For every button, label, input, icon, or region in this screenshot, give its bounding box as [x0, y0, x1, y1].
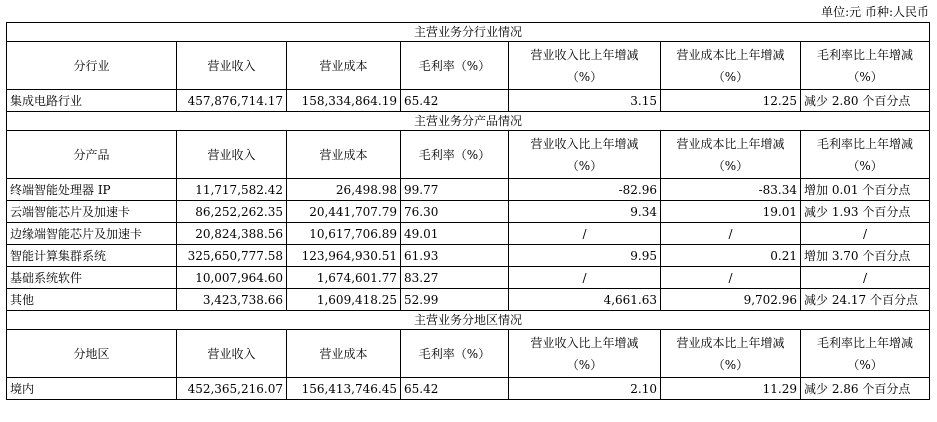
row-name: 边缘端智能芯片及加速卡: [7, 223, 177, 245]
table-row: [7, 201, 930, 223]
row-cost-change: 9,702.96: [661, 289, 801, 311]
section-title-row: [7, 23, 930, 42]
row-cost: 10,617,706.89: [287, 223, 401, 245]
table-row: [7, 245, 930, 267]
header-revenue-change-unit: （%）: [566, 69, 603, 84]
header-revenue-change: [509, 330, 661, 378]
header-cost-change-unit: （%）: [712, 158, 749, 173]
row-revenue: 11,717,582.42: [177, 179, 287, 201]
row-revenue-change: 2.10: [509, 378, 661, 400]
table-row: [7, 267, 930, 289]
row-revenue-change: 3.15: [509, 90, 661, 112]
header-cost: 营业成本: [287, 42, 401, 90]
header-cost-change-unit: （%）: [712, 69, 749, 84]
header-gross-margin: 毛利率（%）: [401, 330, 509, 378]
table-row: [7, 289, 930, 311]
row-gross-margin: 83.27: [401, 267, 509, 289]
row-revenue: 20,824,388.56: [177, 223, 287, 245]
section-title: 主营业务分产品情况: [7, 112, 930, 131]
row-margin-change: 减少 1.93 个百分点: [801, 201, 930, 223]
header-cost: 营业成本: [287, 330, 401, 378]
header-margin-change: [801, 42, 930, 90]
table-row: [7, 378, 930, 400]
row-margin-change: 减少 2.80 个百分点: [801, 90, 930, 112]
row-cost: 26,498.98: [287, 179, 401, 201]
row-gross-margin: 52.99: [401, 289, 509, 311]
header-revenue-change-unit: （%）: [566, 357, 603, 372]
header-cost-change-unit: （%）: [712, 357, 749, 372]
row-cost: 1,674,601.77: [287, 267, 401, 289]
row-cost-change: 0.21: [661, 245, 801, 267]
header-revenue: 营业收入: [177, 42, 287, 90]
header-revenue-change: [509, 42, 661, 90]
row-cost-change: /: [661, 223, 801, 245]
row-name: 其他: [7, 289, 177, 311]
row-margin-change: 增加 3.70 个百分点: [801, 245, 930, 267]
row-revenue-change: 9.95: [509, 245, 661, 267]
row-cost-change: 11.29: [661, 378, 801, 400]
header-revenue-change: [509, 131, 661, 179]
row-revenue: 3,423,738.66: [177, 289, 287, 311]
header-cost-change: [661, 131, 801, 179]
row-name: 智能计算集群系统: [7, 245, 177, 267]
row-name: 云端智能芯片及加速卡: [7, 201, 177, 223]
header-margin-change-label: 毛利率比上年增减: [817, 47, 914, 62]
header-revenue-change-unit: （%）: [566, 158, 603, 173]
header-revenue-change-label: 营业收入比上年增减: [530, 47, 639, 62]
header-revenue: 营业收入: [177, 131, 287, 179]
header-gross-margin: 毛利率（%）: [401, 131, 509, 179]
header-dimension: 分地区: [7, 330, 177, 378]
header-margin-change-label: 毛利率比上年增减: [817, 136, 914, 151]
table-row: [7, 179, 930, 201]
row-cost: 156,413,746.45: [287, 378, 401, 400]
row-name: 境内: [7, 378, 177, 400]
row-name: 集成电路行业: [7, 90, 177, 112]
row-revenue: 86,252,262.35: [177, 201, 287, 223]
header-row: [7, 42, 930, 90]
header-cost-change-label: 营业成本比上年增减: [676, 136, 785, 151]
header-margin-change-unit: （%）: [847, 69, 883, 84]
row-gross-margin: 61.93: [401, 245, 509, 267]
row-revenue: 10,007,964.60: [177, 267, 287, 289]
header-row: [7, 131, 930, 179]
row-gross-margin: 99.77: [401, 179, 509, 201]
table-row: [7, 90, 930, 112]
header-margin-change: [801, 131, 930, 179]
row-cost-change: -83.34: [661, 179, 801, 201]
header-cost: 营业成本: [287, 131, 401, 179]
section-title: 主营业务分行业情况: [7, 23, 930, 42]
row-gross-margin: 76.30: [401, 201, 509, 223]
row-cost: 158,334,864.19: [287, 90, 401, 112]
header-margin-change-unit: （%）: [847, 158, 883, 173]
row-margin-change: 减少 2.86 个百分点: [801, 378, 930, 400]
header-revenue: 营业收入: [177, 330, 287, 378]
row-revenue-change: /: [509, 267, 661, 289]
row-cost-change: 12.25: [661, 90, 801, 112]
row-revenue-change: 9.34: [509, 201, 661, 223]
header-cost-change-label: 营业成本比上年增减: [676, 335, 785, 350]
header-row: [7, 330, 930, 378]
row-cost: 123,964,930.51: [287, 245, 401, 267]
header-margin-change-unit: （%）: [847, 357, 883, 372]
row-name: 基础系统软件: [7, 267, 177, 289]
row-cost-change: 19.01: [661, 201, 801, 223]
header-cost-change: [661, 330, 801, 378]
header-revenue-change-label: 营业收入比上年增减: [530, 335, 639, 350]
row-revenue: 457,876,714.17: [177, 90, 287, 112]
row-margin-change: /: [801, 223, 930, 245]
row-cost-change: /: [661, 267, 801, 289]
header-revenue-change-label: 营业收入比上年增减: [530, 136, 639, 151]
main-business-table: [6, 22, 930, 400]
section-title-row: [7, 311, 930, 330]
header-cost-change: [661, 42, 801, 90]
row-cost: 1,609,418.25: [287, 289, 401, 311]
header-dimension: 分行业: [7, 42, 177, 90]
header-gross-margin: 毛利率（%）: [401, 42, 509, 90]
row-gross-margin: 65.42: [401, 90, 509, 112]
row-cost: 20,441,707.79: [287, 201, 401, 223]
header-dimension: 分产品: [7, 131, 177, 179]
row-revenue-change: /: [509, 223, 661, 245]
row-revenue-change: 4,661.63: [509, 289, 661, 311]
row-margin-change: 减少 24.17 个百分点: [801, 289, 930, 311]
header-margin-change: [801, 330, 930, 378]
row-revenue: 452,365,216.07: [177, 378, 287, 400]
header-margin-change-label: 毛利率比上年增减: [817, 335, 914, 350]
section-title-row: [7, 112, 930, 131]
row-gross-margin: 65.42: [401, 378, 509, 400]
table-row: [7, 223, 930, 245]
unit-note: 单位:元 币种:人民币: [821, 5, 929, 19]
row-margin-change: /: [801, 267, 930, 289]
row-margin-change: 增加 0.01 个百分点: [801, 179, 930, 201]
row-revenue: 325,650,777.58: [177, 245, 287, 267]
header-cost-change-label: 营业成本比上年增减: [676, 47, 785, 62]
row-name: 终端智能处理器 IP: [7, 179, 177, 201]
table-body: [7, 23, 930, 400]
row-gross-margin: 49.01: [401, 223, 509, 245]
row-revenue-change: -82.96: [509, 179, 661, 201]
section-title: 主营业务分地区情况: [7, 311, 930, 330]
